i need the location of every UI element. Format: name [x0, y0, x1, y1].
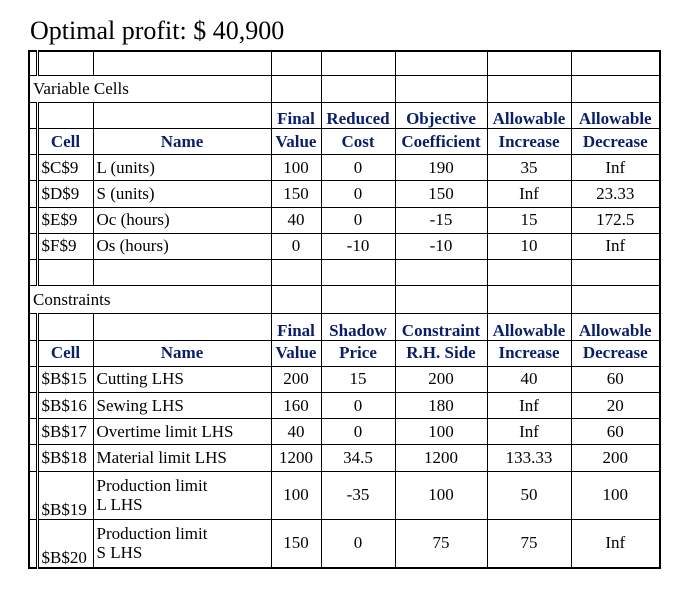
cell-name: Oc (hours) [93, 207, 271, 233]
final-value: 0 [271, 233, 321, 259]
objective-coefficient: -10 [395, 233, 487, 259]
constraint-rhs: 1200 [395, 445, 487, 471]
table-row [29, 366, 660, 392]
header-decrease: Decrease [571, 340, 660, 366]
header-increase: Increase [487, 129, 571, 155]
cell-name: Os (hours) [93, 233, 271, 259]
header-rh-side: R.H. Side [395, 340, 487, 366]
cell-ref: $B$16 [37, 392, 93, 418]
allowable-decrease: Inf [571, 519, 660, 568]
reduced-cost: 0 [321, 155, 395, 181]
header-cell: Cell [37, 129, 93, 155]
table-row [29, 419, 660, 445]
cell-name: Production limit S LHS [93, 519, 271, 568]
final-value: 150 [271, 519, 321, 568]
header-allowable-increase: Allowable [487, 102, 571, 128]
table-row [29, 233, 660, 259]
shadow-price: 0 [321, 419, 395, 445]
allowable-increase: Inf [487, 392, 571, 418]
shadow-price: 15 [321, 366, 395, 392]
table-row [29, 392, 660, 418]
constraint-rhs: 180 [395, 392, 487, 418]
constraint-rhs: 100 [395, 419, 487, 445]
section-row-variable-cells [29, 75, 660, 102]
constraint-rhs: 75 [395, 519, 487, 568]
allowable-increase: 133.33 [487, 445, 571, 471]
header-value: Value [271, 129, 321, 155]
variable-cells-header-row-1 [29, 102, 660, 128]
cell-name: Cutting LHS [93, 366, 271, 392]
spacer-row [29, 51, 660, 75]
shadow-price: -35 [321, 471, 395, 519]
allowable-decrease: 23.33 [571, 181, 660, 207]
header-value: Value [271, 340, 321, 366]
allowable-decrease: 172.5 [571, 207, 660, 233]
cell-ref: $E$9 [37, 207, 93, 233]
header-reduced: Reduced [321, 102, 395, 128]
header-cell: Cell [37, 340, 93, 366]
table-row [29, 155, 660, 181]
cell-ref: $B$17 [37, 419, 93, 445]
allowable-decrease: 200 [571, 445, 660, 471]
spacer-row [29, 260, 660, 286]
shadow-price: 0 [321, 392, 395, 418]
header-shadow: Shadow [321, 314, 395, 340]
header-objective: Objective [395, 102, 487, 128]
allowable-increase: 10 [487, 233, 571, 259]
allowable-decrease: 60 [571, 366, 660, 392]
header-name: Name [93, 129, 271, 155]
cell-ref: $C$9 [37, 155, 93, 181]
allowable-increase: 75 [487, 519, 571, 568]
header-increase: Increase [487, 340, 571, 366]
section-row-constraints [29, 286, 660, 314]
header-allowable-decrease: Allowable [571, 102, 660, 128]
final-value: 150 [271, 181, 321, 207]
header-allowable-decrease: Allowable [571, 314, 660, 340]
header-final: Final [271, 314, 321, 340]
cell-ref: $B$18 [37, 445, 93, 471]
page-title: Optimal profit: $ 40,900 [30, 16, 285, 45]
allowable-decrease: Inf [571, 233, 660, 259]
final-value: 100 [271, 471, 321, 519]
cell-ref: $B$15 [37, 366, 93, 392]
shadow-price: 0 [321, 519, 395, 568]
cell-name: Material limit LHS [93, 445, 271, 471]
cell-ref: $B$20 [37, 519, 93, 568]
cell-name: L (units) [93, 155, 271, 181]
cell-name: Production limit L LHS [93, 471, 271, 519]
header-price: Price [321, 340, 395, 366]
allowable-increase: 50 [487, 471, 571, 519]
final-value: 1200 [271, 445, 321, 471]
objective-coefficient: 190 [395, 155, 487, 181]
header-final: Final [271, 102, 321, 128]
cell-ref: $F$9 [37, 233, 93, 259]
objective-coefficient: 150 [395, 181, 487, 207]
cell-ref: $B$19 [37, 471, 93, 519]
cell-name: S (units) [93, 181, 271, 207]
final-value: 100 [271, 155, 321, 181]
table-row [29, 181, 660, 207]
final-value: 40 [271, 419, 321, 445]
allowable-decrease: 60 [571, 419, 660, 445]
table-row [29, 471, 660, 519]
allowable-increase: 40 [487, 366, 571, 392]
reduced-cost: 0 [321, 181, 395, 207]
constraints-header-row-1 [29, 314, 660, 340]
table-row [29, 445, 660, 471]
header-cost: Cost [321, 129, 395, 155]
section-label-constraints: Constraints [29, 286, 271, 314]
header-decrease: Decrease [571, 129, 660, 155]
shadow-price: 34.5 [321, 445, 395, 471]
header-allowable-increase: Allowable [487, 314, 571, 340]
header-constraint: Constraint [395, 314, 487, 340]
sensitivity-report-table [28, 50, 661, 569]
variable-cells-header-row-2 [29, 129, 660, 155]
allowable-increase: 15 [487, 207, 571, 233]
header-coefficient: Coefficient [395, 129, 487, 155]
constraint-rhs: 200 [395, 366, 487, 392]
objective-coefficient: -15 [395, 207, 487, 233]
allowable-increase: 35 [487, 155, 571, 181]
final-value: 160 [271, 392, 321, 418]
constraints-header-row-2 [29, 340, 660, 366]
allowable-decrease: Inf [571, 155, 660, 181]
reduced-cost: 0 [321, 207, 395, 233]
cell-ref: $D$9 [37, 181, 93, 207]
final-value: 200 [271, 366, 321, 392]
allowable-decrease: 100 [571, 471, 660, 519]
reduced-cost: -10 [321, 233, 395, 259]
allowable-decrease: 20 [571, 392, 660, 418]
allowable-increase: Inf [487, 419, 571, 445]
final-value: 40 [271, 207, 321, 233]
cell-name: Sewing LHS [93, 392, 271, 418]
cell-name: Overtime limit LHS [93, 419, 271, 445]
section-label-variable-cells: Variable Cells [29, 75, 271, 102]
header-name: Name [93, 340, 271, 366]
constraint-rhs: 100 [395, 471, 487, 519]
table-row [29, 519, 660, 568]
allowable-increase: Inf [487, 181, 571, 207]
table-row [29, 207, 660, 233]
